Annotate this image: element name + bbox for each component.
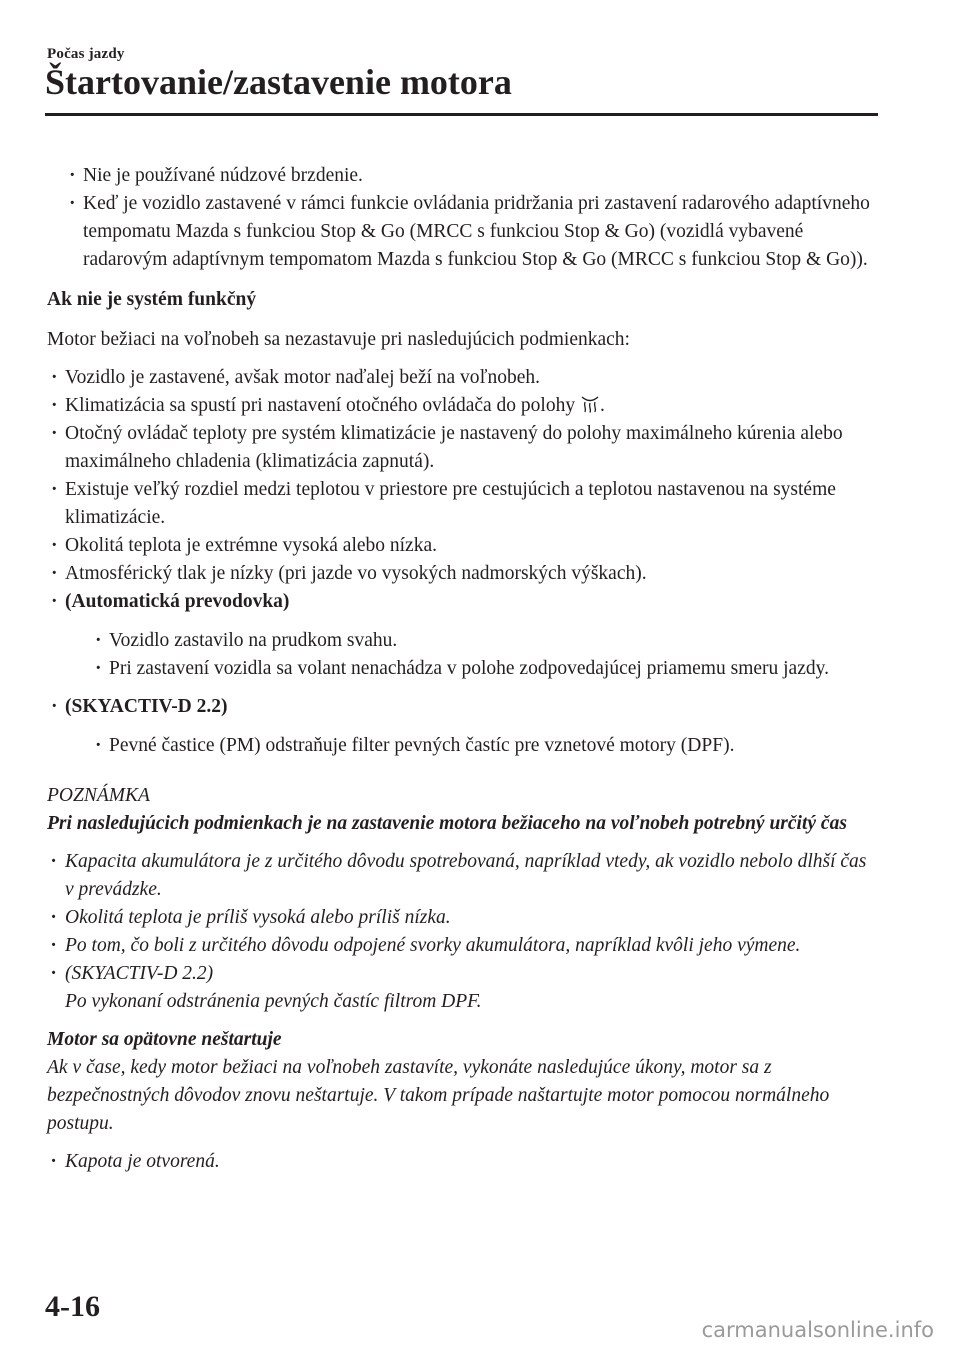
note-heading: Pri nasledujúcich podmienkach je na zastavenie motora bežiaceho na voľnobeh potrebný určitý čas bbox=[47, 813, 847, 834]
list-item: · Atmosférický tlak je nízky (pri jazde vo vysokých nadmorských výškach). bbox=[47, 560, 877, 588]
conditions-list bbox=[47, 364, 877, 760]
note-list bbox=[47, 848, 877, 1016]
note-skyactiv-text: Po vykonaní odstránenia pevných častíc filtrom DPF. bbox=[65, 991, 482, 1012]
list-item: · Vozidlo zastavilo na prudkom svahu. bbox=[91, 627, 877, 655]
list-item: · Keď je vozidlo zastavené v rámci funkcie ovládania pridržania pri zastavení radarového adaptívneho tempomatu Mazda s funkciou Stop & Go (MRCC s funkciou Stop & Go) (vozidlá vybavené radarovým adaptívnym tempomatom Mazda s funkciou Stop & Go (MRCC s funkciou Stop & Go)). bbox=[65, 190, 877, 274]
note-block bbox=[47, 782, 877, 1176]
content bbox=[47, 162, 877, 1176]
list-item: · Pevné častice (PM) odstraňuje filter pevných častíc pre vznetové motory (DPF). bbox=[91, 732, 877, 760]
list-item-text: Klimatizácia sa spustí pri nastavení otočného ovládača do polohy bbox=[65, 395, 576, 416]
restart-text: Ak v čase, kedy motor bežiaci na voľnobeh zastavíte, vykonáte nasledujúce úkony, motor sa z bezpečnostných dôvodov znovu neštartuje. V takom prípade naštartujte motor pomocou normálneho postupu. bbox=[47, 1057, 830, 1134]
watermark: carmanualsonline.info bbox=[701, 1318, 934, 1342]
top-bullet-list bbox=[65, 162, 877, 274]
automatic-sublist bbox=[91, 627, 877, 683]
intro-paragraph: Motor bežiaci na voľnobeh sa nezastavuje pri nasledujúcich podmienkach: bbox=[47, 329, 630, 350]
restart-heading: Motor sa opätovne neštartuje bbox=[47, 1029, 282, 1050]
page-title: Štartovanie/zastavenie motora bbox=[45, 62, 512, 102]
note-skyactiv-label: (SKYACTIV-D 2.2) bbox=[65, 963, 214, 984]
list-item: · Otočný ovládač teploty pre systém klimatizácie je nastavený do polohy maximálneho kúrenia alebo maximálneho chladenia (klimatizácia zapnutá). bbox=[47, 420, 877, 476]
list-item: · Okolitá teplota je príliš vysoká alebo príliš nízka. bbox=[47, 904, 877, 932]
automatic-label: (Automatická prevodovka) bbox=[65, 591, 290, 612]
defroster-icon bbox=[580, 395, 600, 413]
list-item: · Okolitá teplota je extrémne vysoká alebo nízka. bbox=[47, 532, 877, 560]
page-number: 4-16 bbox=[45, 1290, 100, 1323]
title-rule bbox=[45, 113, 878, 116]
list-item: · Existuje veľký rozdiel medzi teplotou v priestore pre cestujúcich a teplotou nastavenou na systéme klimatizácie. bbox=[47, 476, 877, 532]
section-heading-not-functional: Ak nie je systém funkčný bbox=[47, 289, 257, 310]
list-item: · Kapota je otvorená. bbox=[47, 1148, 877, 1176]
skyactiv-sublist bbox=[91, 732, 877, 760]
list-item bbox=[47, 392, 877, 420]
list-item-suffix: . bbox=[599, 395, 605, 416]
list-item: · Po tom, čo boli z určitého dôvodu odpojené svorky akumulátora, napríklad kvôli jeho výmene. bbox=[47, 932, 877, 960]
list-item-automatic bbox=[47, 588, 877, 683]
restart-list bbox=[47, 1148, 877, 1176]
list-item: · Nie je používané núdzové brzdenie. bbox=[65, 162, 877, 190]
note-label: POZNÁMKA bbox=[47, 785, 150, 806]
skyactiv-label: (SKYACTIV-D 2.2) bbox=[65, 696, 228, 717]
list-item bbox=[47, 960, 877, 1016]
section-label: Počas jazdy bbox=[47, 46, 125, 62]
list-item-skyactiv bbox=[47, 693, 877, 760]
list-item: · Pri zastavení vozidla sa volant nenachádza v polohe zodpovedajúcej priamemu smeru jazdy. bbox=[91, 655, 877, 683]
list-item: · Kapacita akumulátora je z určitého dôvodu spotrebovaná, napríklad vtedy, ak vozidlo nebolo dlhší čas v prevádzke. bbox=[47, 848, 877, 904]
list-item: · Vozidlo je zastavené, avšak motor naďalej beží na voľnobeh. bbox=[47, 364, 877, 392]
